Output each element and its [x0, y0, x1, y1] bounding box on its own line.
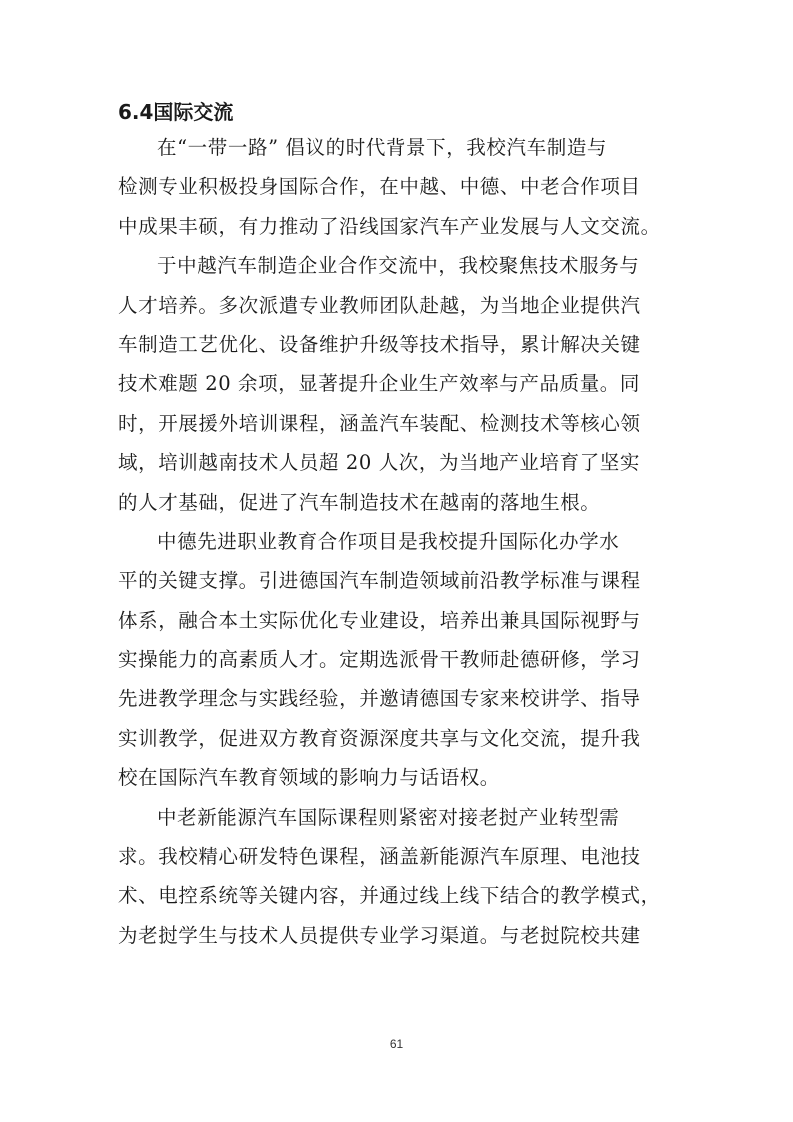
page-number: 61	[389, 1037, 404, 1051]
paragraph-china-laos	[118, 798, 698, 956]
text-line: 时，开展援外培训课程，涵盖汽车装配、检测技术等核心领	[118, 411, 641, 435]
text-line: 校在国际汽车教育领域的影响力与话语权。	[118, 766, 500, 790]
text-line: 在“一带一路” 倡议的时代背景下，我校汽车制造与	[157, 136, 608, 159]
text-line: 于中越汽车制造企业合作交流中，我校聚焦技术服务与	[157, 254, 640, 278]
text-line: 求。我校精心研发特色课程，涵盖新能源汽车原理、电池技	[118, 845, 641, 869]
text-line: 为老挝学生与技术人员提供专业学习渠道。与老挝院校共建	[118, 923, 641, 947]
text-line: 车制造工艺优化、设备维护升级等技术指导，累计解决关键	[118, 332, 641, 356]
text-line: 平的关键支撑。引进德国汽车制造领域前沿教学标准与课程	[118, 569, 641, 593]
text-line: 术、电控系统等关键内容，并通过线上线下结合的教学模式，	[118, 884, 661, 908]
section-heading: 6.4国际交流	[118, 100, 234, 124]
text-line: 体系，融合本土实际优化专业建设，培养出兼具国际视野与	[118, 608, 641, 632]
text-line: 人才培养。多次派遣专业教师团队赴越，为当地企业提供汽	[118, 293, 641, 317]
text-line: 实操能力的高素质人才。定期选派骨干教师赴德研修，学习	[118, 648, 641, 672]
text-line: 中老新能源汽车国际课程则紧密对接老挝产业转型需	[157, 805, 620, 829]
text-line: 域，培训越南技术人员超 20 人次，为当地产业培育了坚实	[118, 451, 641, 475]
text-line: 的人才基础，促进了汽车制造技术在越南的落地生根。	[118, 490, 601, 514]
text-line: 实训教学，促进双方教育资源深度共享与文化交流，提升我	[118, 726, 641, 750]
paragraph-china-vietnam	[118, 246, 698, 522]
text-line: 中成果丰硕，有力推动了沿线国家汽车产业发展与人文交流。	[118, 214, 661, 238]
text-line: 先进教学理念与实践经验，并邀请德国专家来校讲学、指导	[118, 687, 641, 711]
body-text	[118, 128, 698, 955]
paragraph-china-germany	[118, 522, 698, 798]
paragraph-belt-and-road	[118, 128, 698, 246]
text-line: 技术难题 20 余项，显著提升企业生产效率与产品质量。同	[118, 372, 641, 396]
text-line: 检测专业积极投身国际合作，在中越、中德、中老合作项目	[118, 175, 641, 199]
text-line: 中德先进职业教育合作项目是我校提升国际化办学水	[157, 529, 620, 553]
